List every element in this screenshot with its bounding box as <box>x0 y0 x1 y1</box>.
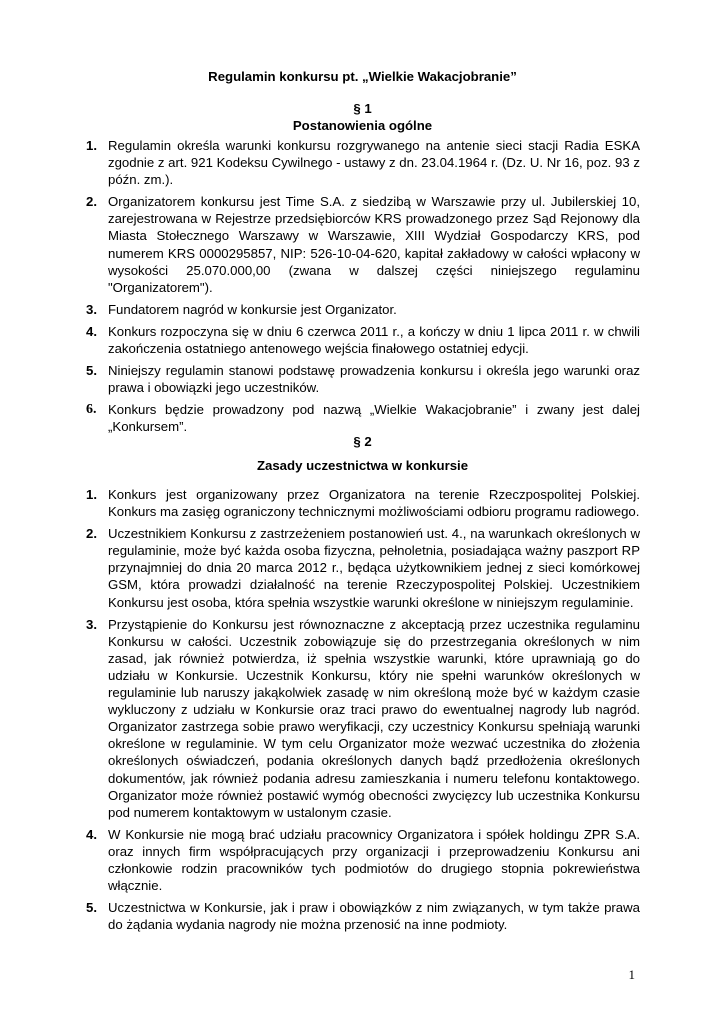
item-number: 2. <box>86 194 97 210</box>
section-1-list <box>86 137 640 441</box>
document-title: Regulamin konkursu pt. „Wielkie Wakacjobranie” <box>208 69 517 84</box>
section-2-heading: Zasady uczestnictwa w konkursie <box>256 458 469 473</box>
item-text: Uczestnictwa w Konkursie, jak i praw i obowiązków z nim związanych, w tym także prawa do żądania wydania nagrody nie można przenosić na inne podmioty. <box>108 900 640 933</box>
section-1-number: § 1 <box>353 101 372 116</box>
item-text: Konkurs jest organizowany przez Organizatora na terenie Rzeczpospolitej Polskiej. Konkurs ma zasięg ograniczony technicznymi możliwościami odbioru programu radiowego. <box>108 487 640 520</box>
item-text: Fundatorem nagród w konkursie jest Organizator. <box>108 301 397 317</box>
item-text: Niniejszy regulamin stanowi podstawę prowadzenia konkursu i określa jego warunki oraz prawa i obowiązki jego uczestników. <box>108 363 640 396</box>
item-number: 6. <box>86 402 97 418</box>
item-text: W Konkursie nie mogą brać udziału pracownicy Organizatora i spółek holdingu ZPR S.A. oraz innych firm współpracujących przy organizacji i przeprowadzeniu Konkursu ani członkowie rodzin pracowników tych podmiotów do drugiego stopnia pokrewieństwa włącznie. <box>108 826 640 894</box>
list-item <box>86 616 640 821</box>
item-number: 2. <box>86 526 97 542</box>
list-item <box>86 525 640 610</box>
item-text: Konkurs rozpoczyna się w dniu 6 czerwca 2011 r., a kończy w dniu 1 lipca 2011 r. w chwili zakończenia ostatniego antenowego wejścia finałowego ostatniej edycji. <box>108 323 640 357</box>
item-text: Przystąpienie do Konkursu jest równoznaczne z akceptacją przez uczestnika regulaminu Konkursu w całości. Uczestnik zobowiązuje się do przestrzegania określonych w nim zasad, jak również potwierdza, iż spełnia wszystkie warunki, które uprawniają go do udziału w Konkursie. Uczestnik Konkursu, który nie spełni warunków określonych w regulaminie lub naruszy jakąkolwiek zasadę w nim określoną może być w każdym czasie wykluczony z udziału w Konkursie oraz traci prawo do ewentualnej nagrody lub nagród. Organizator zastrzega sobie prawo weryfikacji, czy uczestnicy Konkursu spełniają warunki określone w regulaminie. W tym celu Organizator może wezwać uczestnika do złożenia określonych oświadczeń, podania określonych danych bądź przedłożenia określonych dokumentów, jak również podania adresu zamieszkania i numeru telefonu kontaktowego. Organizator może również postawić wymóg obecności zwycięzcy lub uczestnika Konkursu pod numerem kontaktowym w ustalonym czasie. <box>108 616 640 820</box>
item-number: 1. <box>86 487 97 502</box>
page-number: 1 <box>628 967 635 982</box>
item-number: 4. <box>86 323 97 339</box>
item-text: Regulamin określa warunki konkursu rozgrywanego na antenie sieci stacji Radia ESKA zgodnie z art. 921 Kodeksu Cywilnego - ustawy z dn. 23.04.1964 r. (Dz. U. Nr 16, poz. 93 z późn. zm.). <box>108 138 640 188</box>
list-item <box>86 486 640 520</box>
item-number: 1. <box>86 138 97 153</box>
item-text: Konkurs będzie prowadzony pod nazwą „Wielkie Wakacjobranie” i zwany jest dalej „Konkursem”. <box>108 402 640 435</box>
item-number: 4. <box>86 826 97 842</box>
item-number: 5. <box>86 900 97 916</box>
section-2-number: § 2 <box>353 434 372 449</box>
item-number: 5. <box>86 363 97 379</box>
section-2-list <box>86 486 640 938</box>
item-number: 3. <box>86 301 97 317</box>
list-item <box>86 301 640 318</box>
list-item <box>86 899 640 933</box>
list-item <box>86 323 640 357</box>
list-item <box>86 137 640 188</box>
section-1-heading: Postanowienia ogólne <box>292 118 433 133</box>
item-text: Uczestnikiem Konkursu z zastrzeżeniem postanowień ust. 4., na warunkach określonych w regulaminie, może być każda osoba fizyczna, pełnoletnia, posiadająca ważny paszport RP przynajmniej do dnia 20 marca 2012 r., będąca użytkownikiem jednej z sieci komórkowej GSM, która prowadzi działalność na terenie Rzeczypospolitej Polskiej. Uczestnikiem Konkursu jest osoba, która spełnia wszystkie warunki określone w niniejszym regulaminie. <box>108 526 640 610</box>
list-item <box>86 362 640 396</box>
list-item <box>86 193 640 296</box>
item-number: 3. <box>86 616 97 632</box>
item-text: Organizatorem konkursu jest Time S.A. z siedzibą w Warszawie przy ul. Jubilerskiej 10, zarejestrowana w Rejestrze przedsiębiorców KRS prowadzonego przez Sąd Rejonowy dla Miasta Stołecznego Warszawy w Warszawie, XIII Wydział Gospodarczy KRS, pod numerem KRS 0000295857, NIP: 526-10-04-620, kapitał zakładowy w całości wpłacony w wysokości 25.070.000,00 (zwana w dalszej części niniejszego regulaminu "Organizatorem"). <box>108 194 640 295</box>
list-item <box>86 401 640 435</box>
list-item <box>86 826 640 894</box>
